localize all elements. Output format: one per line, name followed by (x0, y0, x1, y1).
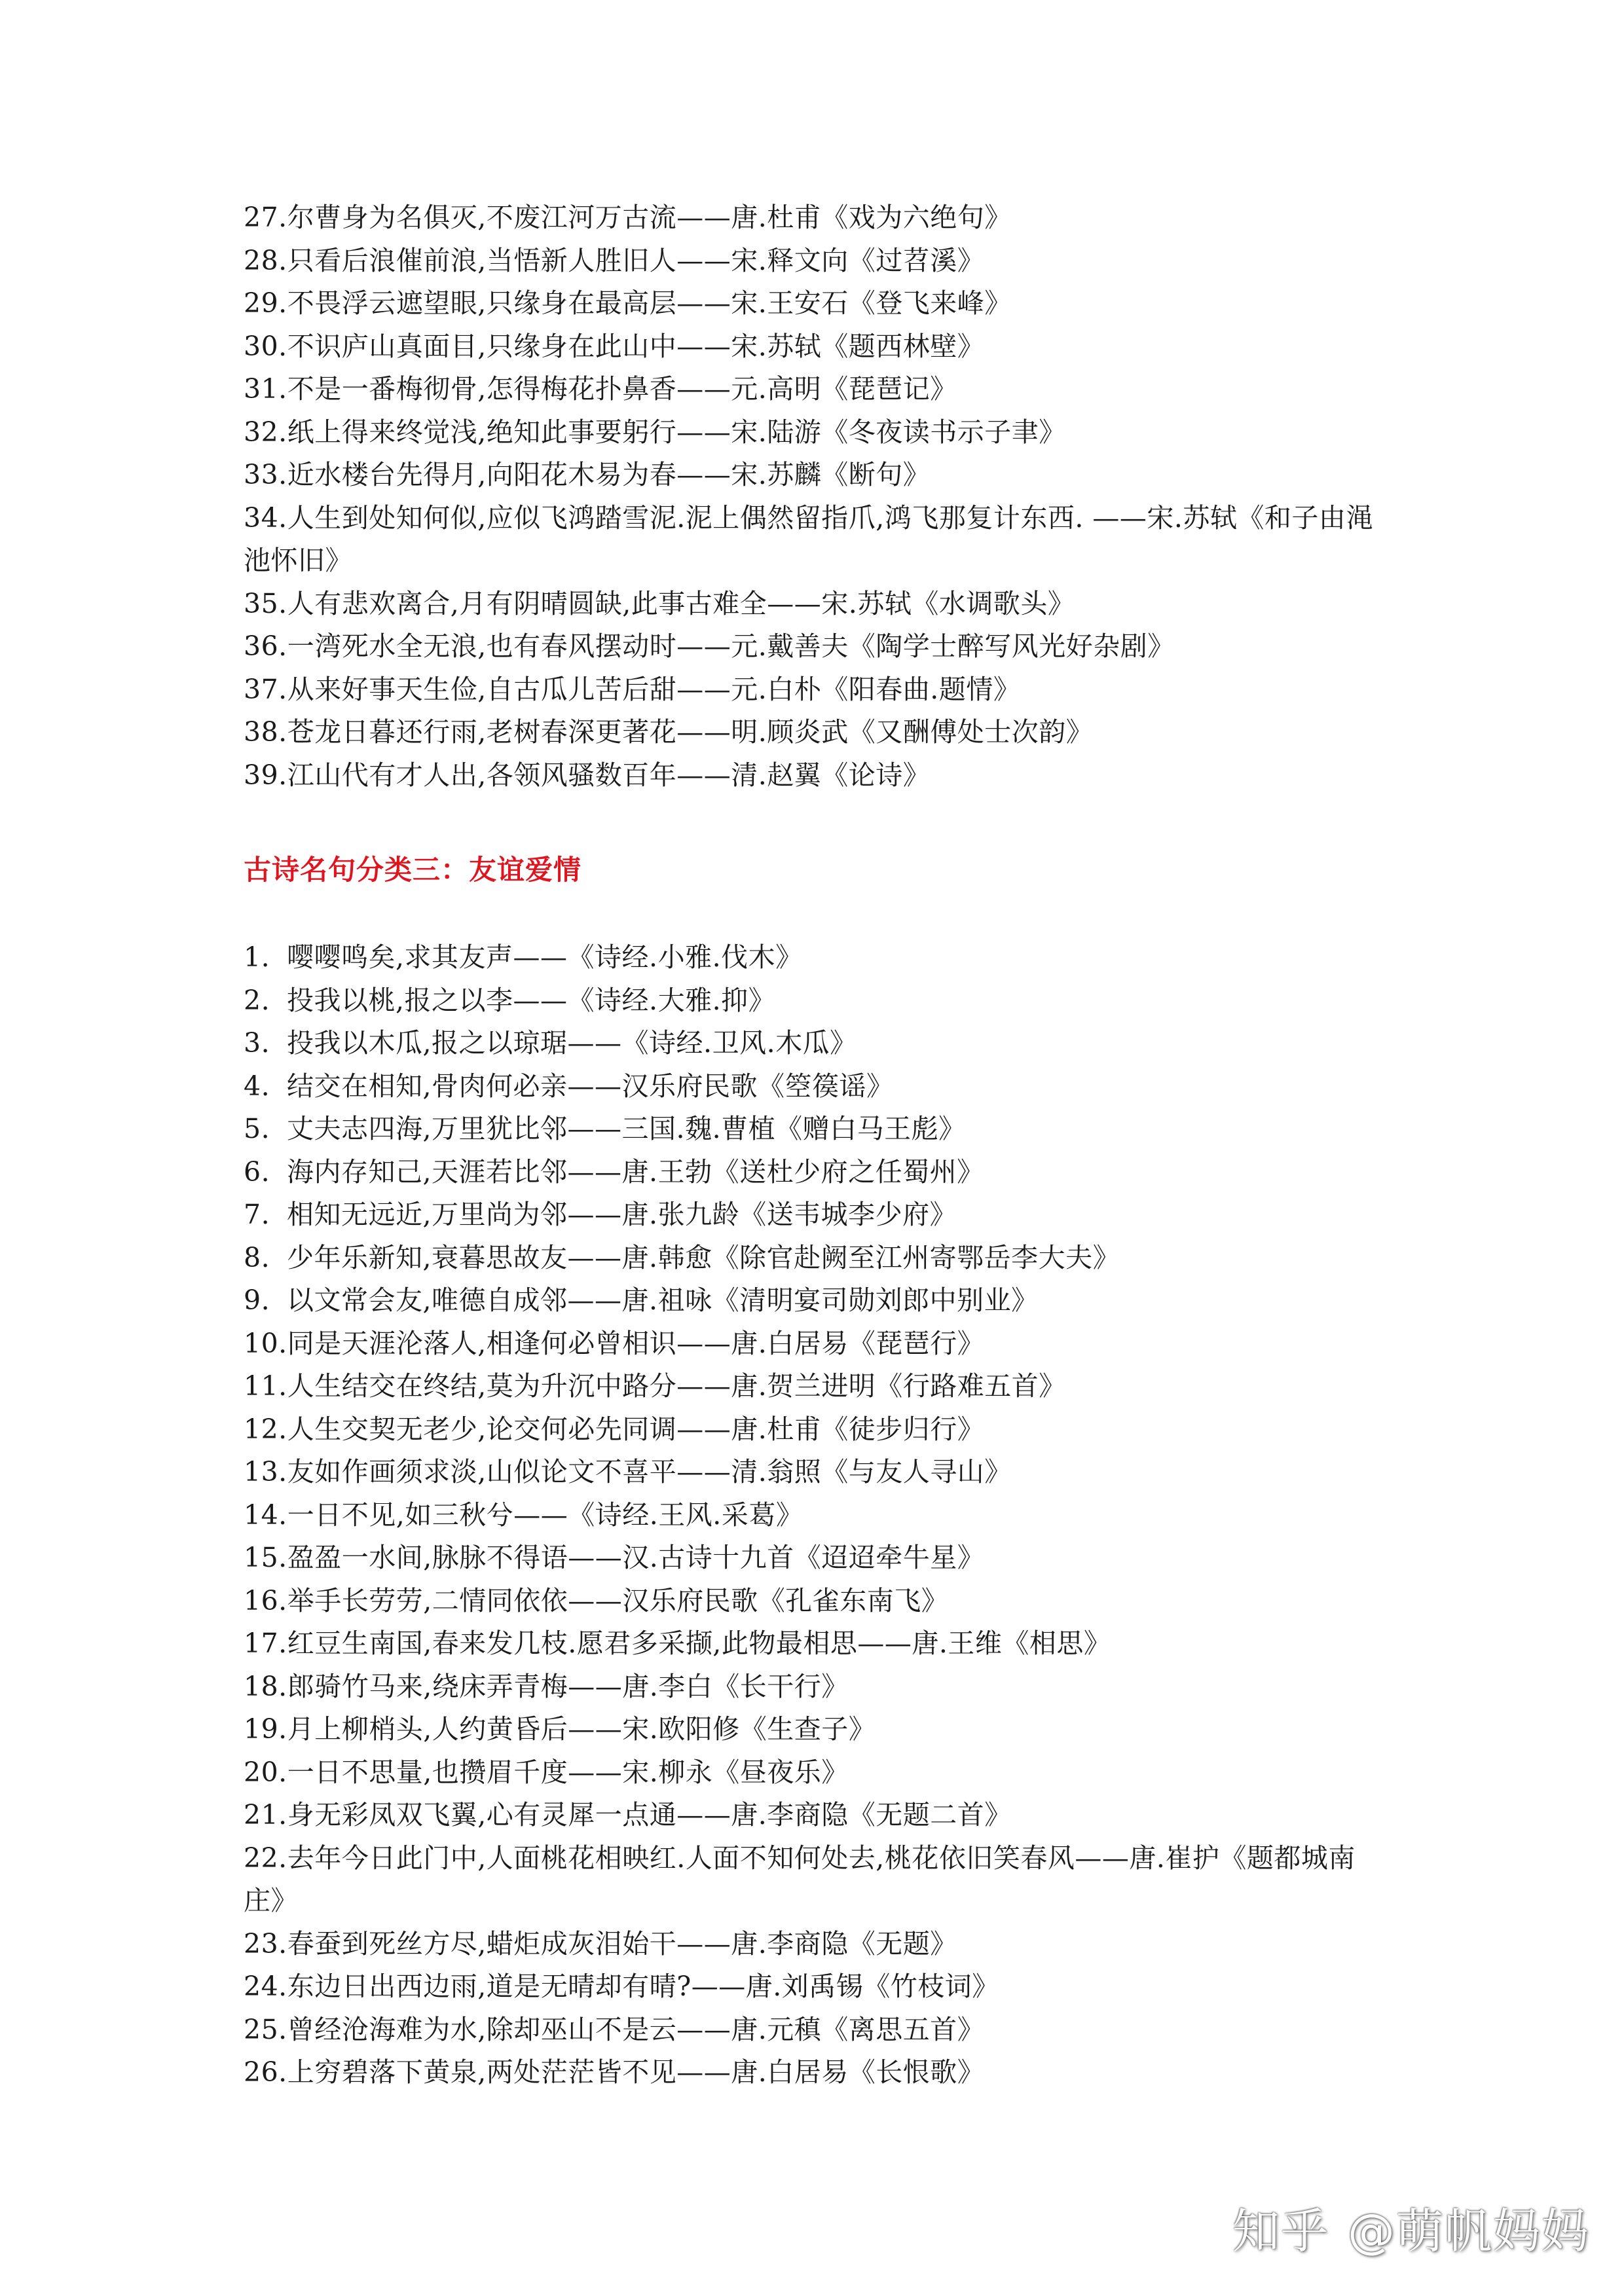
list-item: 13.友如作画须求淡,山似论文不喜平——清.翁照《与友人寻山》 (244, 1456, 1012, 1487)
list-item: 12.人生交契无老少,论交何必先同调——唐.杜甫《徒步归行》 (244, 1413, 985, 1445)
list-item: 25.曾经沧海难为水,除却巫山不是云——唐.元稹《离思五首》 (244, 2013, 985, 2045)
list-item: 23.春蚕到死丝方尽,蜡炬成灰泪始干——唐.李商隐《无题》 (244, 1927, 957, 1959)
list-item: 28.只看后浪催前浪,当悟新人胜旧人——宋.释文向《过苕溪》 (244, 244, 985, 276)
list-item: 36.一湾死水全无浪,也有春风摆动时——元.戴善夫《陶学士醉写风光好杂剧》 (244, 630, 1175, 662)
list-item: 4. 结交在相知,骨肉何必亲——汉乐府民歌《箜篌谣》 (244, 1070, 894, 1102)
list-item: 32.纸上得来终觉浅,绝知此事要躬行——宋.陆游《冬夜读书示子聿》 (244, 416, 1066, 448)
list-item: 18.郎骑竹马来,绕床弄青梅——唐.李白《长干行》 (244, 1670, 849, 1702)
list-item: 8. 少年乐新知,衰暮思故友——唐.韩愈《除官赴阙至江州寄鄂岳李大夫》 (244, 1241, 1120, 1273)
list-item: 7. 相知无远近,万里尚为邻——唐.张九龄《送韦城李少府》 (244, 1199, 957, 1230)
list-item: 33.近水楼台先得月,向阳花木易为春——宋.苏麟《断句》 (244, 459, 931, 490)
list-item: 38.苍龙日暮还行雨,老树春深更著花——明.顾炎武《又酬傅处士次韵》 (244, 716, 1094, 748)
list-item: 9. 以文常会友,唯德自成邻——唐.祖咏《清明宴司勋刘郎中别业》 (244, 1285, 1039, 1316)
list-item: 22.去年今日此门中,人面桃花相映红.人面不知何处去,桃花依旧笑春风——唐.崔护《题都城南庄》 (244, 1842, 1356, 1916)
list-item: 10.同是天涯沦落人,相逢何必曾相识——唐.白居易《琵琶行》 (244, 1327, 985, 1359)
poem-list-learning (244, 196, 1396, 797)
list-item: 15.盈盈一水间,脉脉不得语——汉.古诗十九首《迢迢牵牛星》 (244, 1542, 985, 1573)
list-item: 3. 投我以木瓜,报之以琼琚——《诗经.卫风.木瓜》 (244, 1027, 857, 1059)
list-item: 29.不畏浮云遮望眼,只缘身在最高层——宋.王安石《登飞来峰》 (244, 287, 1012, 319)
list-item: 19.月上柳梢头,人约黄昏后——宋.欧阳修《生查子》 (244, 1713, 876, 1745)
list-item: 24.东边日出西边雨,道是无晴却有晴?——唐.刘禹锡《竹枝词》 (244, 1971, 999, 2002)
list-item: 1. 嘤嘤鸣矣,求其友声——《诗经.小雅.伐木》 (244, 941, 803, 973)
list-item: 5. 丈夫志四海,万里犹比邻——三国.魏.曹植《赠白马王彪》 (244, 1113, 966, 1144)
list-item: 6. 海内存知己,天涯若比邻——唐.王勃《送杜少府之任蜀州》 (244, 1156, 984, 1188)
watermark (1232, 2200, 1590, 2263)
list-item: 27.尔曹身为名俱灭,不废江河万古流——唐.杜甫《戏为六绝句》 (244, 202, 1012, 233)
list-item: 16.举手长劳劳,二情同依依——汉乐府民歌《孔雀东南飞》 (244, 1584, 949, 1616)
section-heading: 古诗名句分类三：友谊爱情 (244, 854, 582, 886)
watermark-author: @萌帆妈妈 (1347, 2204, 1590, 2259)
list-item: 14.一日不见,如三秋兮——《诗经.王风.采葛》 (244, 1499, 803, 1531)
poem-list-friendship-love (244, 936, 1396, 2094)
list-item: 11.人生结交在终结,莫为升沉中路分——唐.贺兰进明《行路难五首》 (244, 1370, 1066, 1402)
list-item: 21.身无彩凤双飞翼,心有灵犀一点通——唐.李商隐《无题二首》 (244, 1799, 1012, 1831)
list-item: 34.人生到处知何似,应似飞鸿踏雪泥.泥上偶然留指爪,鸿飞那复计东西. ——宋.苏轼《和子由渑池怀旧》 (244, 501, 1373, 576)
list-item: 37.从来好事天生俭,自古瓜儿苦后甜——元.白朴《阳春曲.题情》 (244, 673, 1021, 705)
list-item: 30.不识庐山真面目,只缘身在此山中——宋.苏轼《题西林壁》 (244, 330, 985, 362)
list-item: 26.上穷碧落下黄泉,两处茫茫皆不见——唐.白居易《长恨歌》 (244, 2056, 985, 2088)
list-item: 17.红豆生南国,春来发几枝.愿君多采撷,此物最相思——唐.王维《相思》 (244, 1628, 1111, 1659)
watermark-brand: 知乎 (1232, 2204, 1329, 2259)
list-item: 39.江山代有才人出,各领风骚数百年——清.赵翼《论诗》 (244, 759, 931, 791)
list-item: 35.人有悲欢离合,月有阴晴圆缺,此事古难全——宋.苏轼《水调歌头》 (244, 587, 1075, 619)
list-item: 2. 投我以桃,报之以李——《诗经.大雅.抑》 (244, 984, 776, 1016)
list-item: 20.一日不思量,也攒眉千度——宋.柳永《昼夜乐》 (244, 1756, 849, 1788)
list-item: 31.不是一番梅彻骨,怎得梅花扑鼻香——元.高明《琵琶记》 (244, 373, 957, 405)
